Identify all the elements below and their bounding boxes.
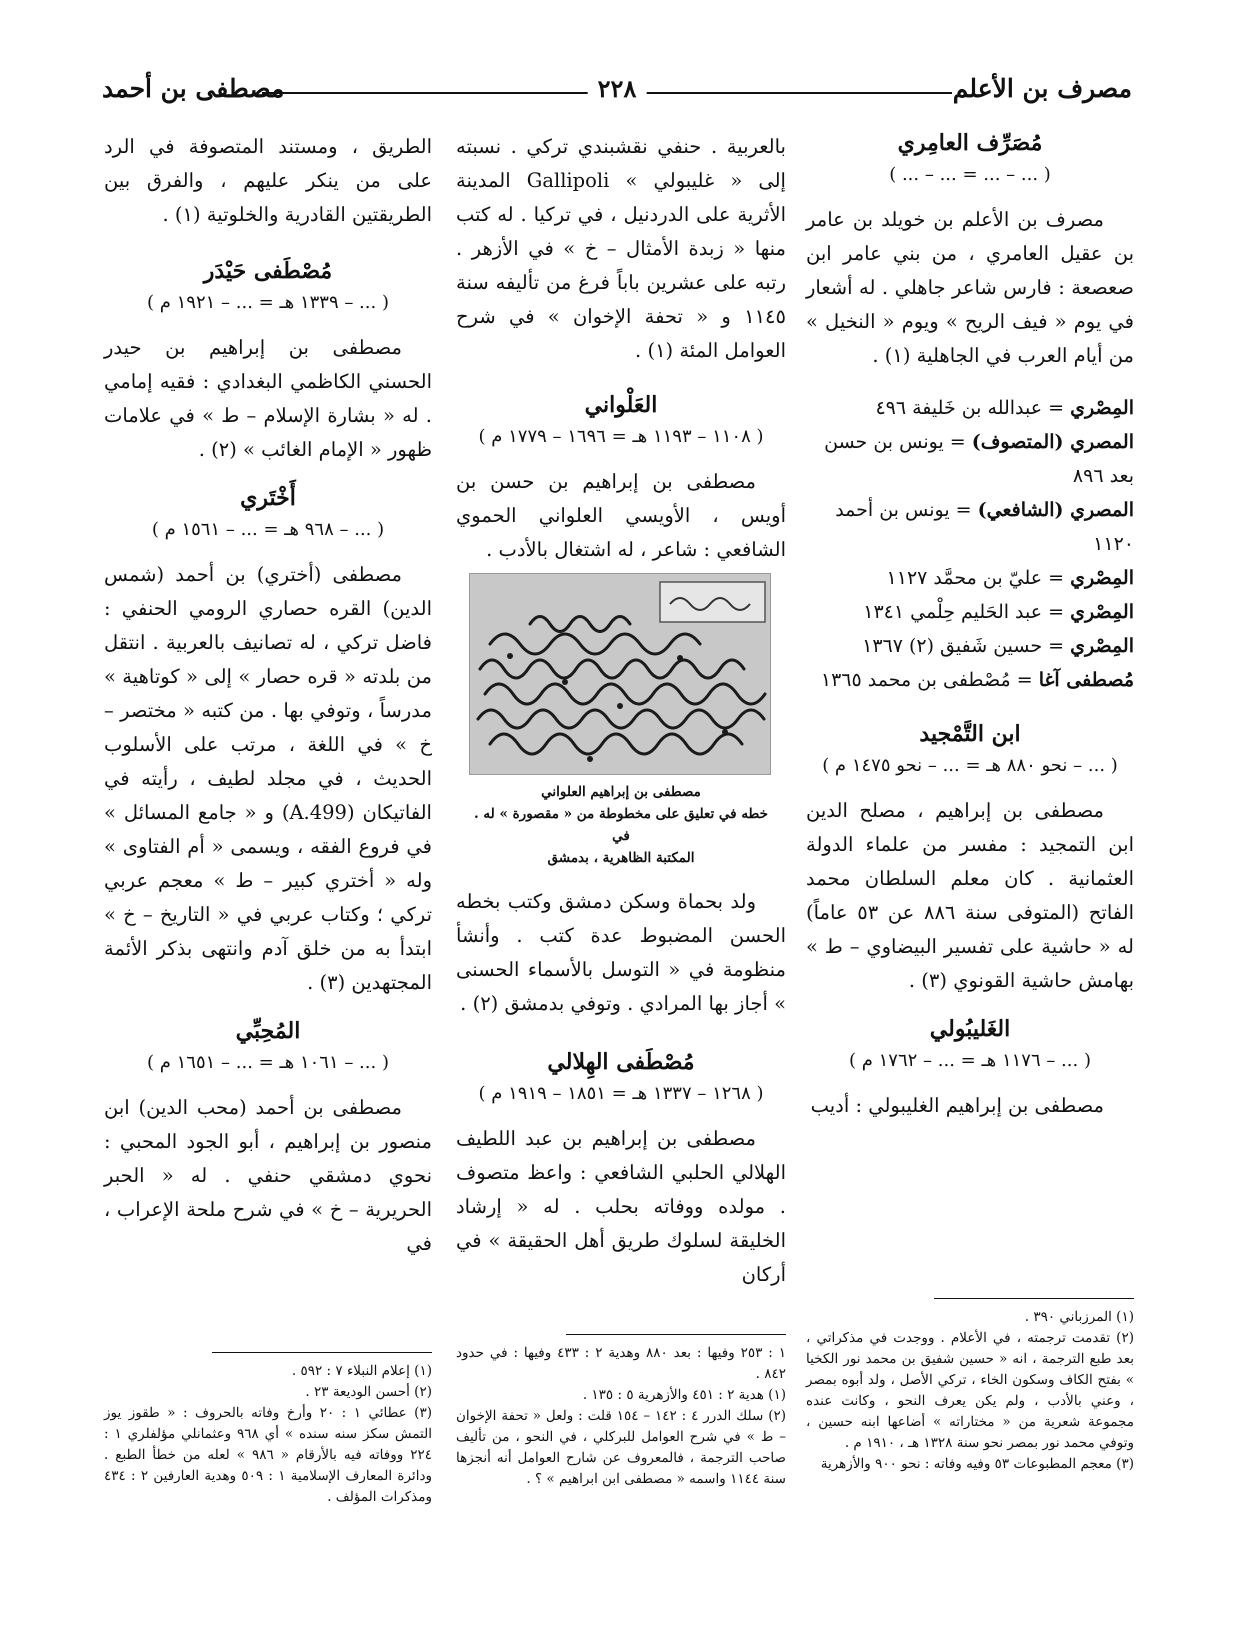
page-header (102, 64, 1132, 114)
cross-reference: المِصْري = عبدالله بن خَليفة ٤٩٦ (875, 397, 1134, 419)
entry-name: مُصْطَفى حَيْدَر (203, 258, 333, 284)
footnotes-right (806, 1298, 1134, 1475)
entry-body: مصرف بن الأعلم بن خويلد بن عامر بن عقيل العامري ، من بني عامر ابن صعصعة : فارس شاعر جاهلي . له أشعار في يوم « فيف الريح » ويوم « النخيل » من أيام العرب في الجاهلية (١) . (806, 208, 1134, 367)
entry-dates: ( ... – ١٠٦١ هـ = ... – ١٦٥١ م ) (147, 1052, 389, 1073)
entry-dates: ( ١١٠٨ – ١١٩٣ هـ = ١٦٩٦ – ١٧٧٩ م ) (478, 426, 764, 447)
entry (456, 392, 786, 567)
entry-dates: ( ... – ١١٧٦ هـ = ... – ١٧٦٢ م ) (849, 1050, 1091, 1071)
entry (806, 130, 1134, 373)
footnote: ١ : ٢٥٣ وفيها : بعد ٨٨٠ وهدية ٢ : ٤٣٣ وفيها : في حدود ٨٤٢ . (456, 1345, 786, 1382)
entry-name: المُحِبِّي (235, 1018, 301, 1044)
column-right (806, 130, 1134, 1141)
entry-name: أَخْتَري (240, 485, 296, 511)
footnote: (١) إعلام النبلاء ٧ : ٥٩٢ . (291, 1363, 432, 1379)
footnote: (١) هدية ٢ : ٤٥١ والأزهرية ٥ : ١٣٥ . (582, 1387, 786, 1403)
entry (806, 1016, 1134, 1123)
entry-body: مصطفى بن إبراهيم بن حسن بن أويس ، الأويسي العلواني الحموي الشافعي : شاعر ، له اشتغال بالأدب . (456, 470, 786, 561)
footnote: (١) المرزباني ٣٩٠ . (1024, 1309, 1134, 1325)
entry-dates: ( ... – نحو ٨٨٠ هـ = ... – نحو ١٤٧٥ م ) (822, 755, 1118, 776)
entry-dates: ( ... – ٩٦٨ هـ = ... – ١٥٦١ م ) (151, 519, 385, 540)
footnotes-middle (456, 1334, 786, 1490)
entry-dates: ( ١٢٦٨ – ١٣٣٧ هـ = ١٨٥١ – ١٩١٩ م ) (478, 1083, 764, 1104)
column-middle (456, 130, 786, 1310)
continued-text: الطريق ، ومستند المتصوفة في الرد على من ينكر عليهم ، والفرق بين الطريقتين القادرية والخلوتية (١) . (104, 135, 432, 226)
cross-reference: المِصْري = حسين شَفيق (٢) ١٣٦٧ (862, 635, 1134, 657)
column-left (104, 130, 432, 1279)
cross-reference: المصري (الشافعي) = يونس بن أحمد ١١٢٠ (835, 499, 1134, 555)
entry-body: مصطفى بن أحمد (محب الدين) ابن منصور بن إبراهيم ، أبو الجود المحبي : نحوي دمشقي حنفي . له « الحبر الحريرية – خ » في شرح ملحة الإعراب ، في (104, 1096, 432, 1255)
entry-body: مصطفى بن إبراهيم بن حيدر الحسني الكاظمي البغدادي : فقيه إمامي . له « بشارة الإسلام – ط » في علامات ظهور « الإمام الغائب » (٢) . (104, 336, 432, 461)
manuscript-caption: مصطفى بن إبراهيم العلواني خطه في تعليق على مخطوطة من « مقصورة » له . في المكتبة الظاهرية ، بدمشق (474, 784, 768, 866)
entry-dates: ( ... – ١٣٣٩ هـ = ... – ١٩٢١ م ) (147, 292, 389, 313)
entry-dates: ( ... – ... = ... – ... ) (889, 164, 1051, 185)
cross-reference: المِصْري = عبد الحَليم حِلْمي ١٣٤١ (863, 601, 1134, 623)
entry-body-continued: ولد بحماة وسكن دمشق وكتب بخطه الحسن المضبوط عدة كتب . وأنشأ منظومة في « التوسل بالأسماء الحسنى » أجاز بها المرادي . وتوفي بدمشق (٢) . (456, 890, 786, 1015)
entry-name: العَلْواني (584, 392, 658, 418)
entry (104, 258, 432, 467)
footnotes-left (104, 1352, 432, 1508)
cross-reference: مُصطفى آغا = مُصْطفى بن محمد ١٣٦٥ (820, 669, 1134, 691)
entry-body: مصطفى بن إبراهيم ، مصلح الدين ابن التمجيد : مفسر من علماء الدولة العثمانية . كان معلم السلطان محمد الفاتح (المتوفى سنة ٨٨٦ عن ٥٣ عاماً) له « حاشية على تفسير البيضاوي – ط » بهامش حاشية القونوي (٣) . (806, 799, 1134, 992)
entry (456, 1049, 786, 1292)
entry (104, 485, 432, 1000)
cross-references (806, 391, 1134, 697)
entry-name: مُصَرِّف العامِري (897, 130, 1043, 156)
footnote-rule (212, 1352, 432, 1353)
header-first-entry: مصرف بن الأعلم (952, 74, 1132, 103)
cross-reference: المصري (المتصوف) = يونس بن حسن بعد ٨٩٦ (824, 431, 1134, 487)
entry-name: الغَليبُولي (929, 1016, 1011, 1042)
entry-name: مُصْطَفى الهِلالي (547, 1049, 695, 1075)
manuscript-figure (471, 573, 771, 869)
entry (104, 1018, 432, 1261)
footnote-rule (566, 1334, 786, 1335)
continued-text: بالعربية . حنفي نقشبندي تركي . نسبته إلى « غليبولي » Gallipoli المدينة الأثرية على الدردنيل ، في تركيا . له كتب منها « زبدة الأمثال – خ » في الأزهر . رتبه على عشرين باباً فرغ من تأليفه سنة ١١٤٥ و « تحفة الإخوان » في شرح العوامل المئة (١) . (456, 135, 786, 362)
entry-name: ابن التَّمْجيد (919, 721, 1021, 747)
entry-body: مصطفى بن إبراهيم بن عبد اللطيف الهلالي الحلبي الشافعي : واعظ متصوف . مولده ووفاته بحلب . له « إرشاد الخليقة لسلوك طريق أهل الحقيقة » في أركان (456, 1127, 786, 1286)
footnote: (٢) سلك الدرر ٤ : ١٤٢ – ١٥٤ قلت : ولعل « تحفة الإخوان – ط » في شرح العوامل للبركلي ، في النحو ، من تأليف صاحب الترجمة ، فالمعروف عن شارح العوامل أنه أنجزها سنة ١١٤٤ واسمه « مصطفى ابن ابراهيم » ؟ . (456, 1408, 787, 1487)
manuscript-image (469, 573, 771, 775)
entry (806, 721, 1134, 998)
entry-body: مصطفى (أختري) بن أحمد (شمس الدين) القره حصاري الرومي الحنفي : فاضل تركي ، له تصانيف بالعربية . انتقل من بلدته « قره حصار » إلى « كوتاهية » مدرساً ، وتوفي بها . من كتبه « مختصر – خ » في اللغة ، مرتب على الأسلوب الحديث ، في مجلد لطيف ، رأيته في الفاتيكان (A.499) و « جامع المسائل » في فروع الفقه ، ويسمى « أم الفتاوى » وله « أختري كبير – ط » معجم عربي تركي ؛ وكتاب عربي في « التاريخ – خ » ابتدأ به من خلق آدم وانتهى بذكر الأئمة المجتهدين (٣) . (104, 563, 432, 994)
header-last-entry: مصطفى بن أحمد (102, 74, 285, 103)
footnote: (٢) تقدمت ترجمته ، في الأعلام . ووجدت في مذكراتي ، بعد طبع الترجمة ، انه « حسين شفيق بن محمد نور الكخيا » بفتح الكاف وسكون الخاء ، تركي الأصل ، ولد أبوه بمصر ، وعني بالأدب ، ولم يكن يعرف النحو ، وكانت عنده مجموعة شعرية من « مختاراته » أضاعها ابنه حسين ، وتوفي محمد نور بمصر نحو سنة ١٣٢٨ هـ ، ١٩١٠ م . (806, 1330, 1134, 1451)
entry-body: مصطفى بن إبراهيم الغليبولي : أديب (810, 1094, 1104, 1117)
footnote: (٣) معجم المطبوعات ٥٣ وفيه وفاته : نحو ٩٠٠ والأزهرية (820, 1456, 1134, 1472)
cross-reference: المِصْري = عليّ بن محمَّد ١١٢٧ (886, 567, 1134, 589)
footnote-rule (934, 1298, 1134, 1299)
footnote: (٢) أحسن الوديعة ٢٣ . (305, 1384, 432, 1400)
footnote: (٣) عطائي ١ : ٢٠ وأرخ وفاته بالحروف : « طقوز يوز التمش سكز سنه سنده » أي ٩٦٨ وعثمانلي مؤلفلري ١ : ٢٢٤ ووفاته فيه بالأرقام « ٩٨٦ » لعله من خطأ الطبع . ودائرة المعارف الإسلامية ١ : ٥٠٩ وهدية العارفين ٢ : ٤٣٤ ومذكرات المؤلف . (104, 1405, 432, 1505)
page-number: ٢٢٨ (588, 74, 647, 103)
